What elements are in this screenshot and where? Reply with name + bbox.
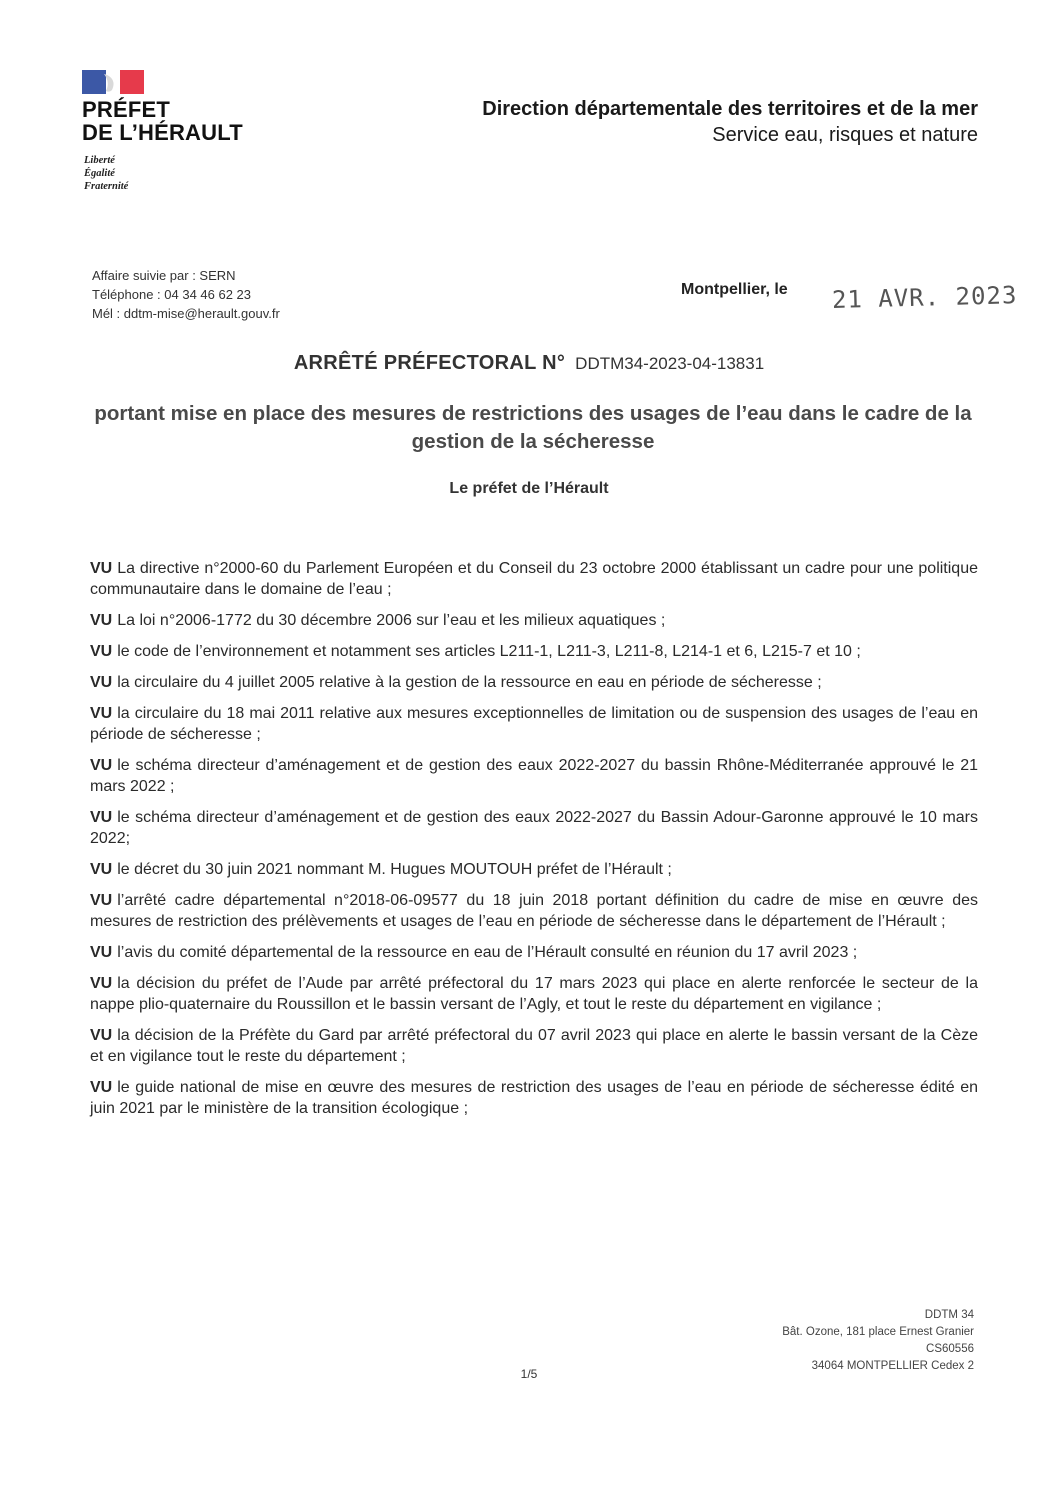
visa-vu: VU: [90, 944, 113, 961]
visa-vu: VU: [90, 705, 113, 722]
phone: Téléphone : 04 34 46 62 23: [92, 287, 252, 302]
direction-name: Direction départementale des territoires et de la mer: [482, 98, 978, 120]
motto-egalite: Égalité: [84, 168, 115, 179]
logo-name-line1: PRÉFET: [82, 97, 170, 122]
visa-vu: VU: [90, 674, 113, 691]
visa-vu: VU: [90, 809, 113, 826]
logo-name-line2: DE L’HÉRAULT: [82, 120, 243, 145]
visa-text: la décision du préfet de l’Aude par arrêté préfectoral du 17 mars 2023 qui place en alerte renforcée le secteur de la nappe plio-quaternaire du Roussillon et le bassin versant de l’Agly, et tout le reste du département en vigilance ;: [90, 975, 978, 1013]
visa-vu: VU: [90, 643, 113, 660]
visas-list: [90, 558, 978, 1129]
visa-item: [90, 610, 978, 631]
visa-item: [90, 973, 978, 1015]
visa-vu: VU: [90, 861, 113, 878]
issuing-department: [482, 96, 978, 148]
visa-vu: VU: [90, 560, 113, 577]
visa-text: le code de l’environnement et notamment ses articles L211-1, L211-3, L211-8, L214-1 et 6, L215-7 et 10 ;: [117, 643, 861, 660]
visa-text: la circulaire du 18 mai 2011 relative aux mesures exceptionnelles de limitation ou de suspension des usages de l’eau en période de sécheresse ;: [90, 705, 978, 743]
visa-text: le décret du 30 juin 2021 nommant M. Hugues MOUTOUH préfet de l’Hérault ;: [117, 861, 672, 878]
decree-label: ARRÊTÉ PRÉFECTORAL N°: [293, 352, 566, 374]
visa-vu: VU: [90, 612, 113, 629]
visa-text: le guide national de mise en œuvre des mesures de restriction des usages de l’eau en période de sécheresse édité en juin 2021 par le ministère de la transition écologique ;: [90, 1079, 978, 1117]
visa-text: le schéma directeur d’aménagement et de gestion des eaux 2022-2027 du bassin Rhône-Méditerranée approuvé le 21 mars 2022 ;: [90, 757, 978, 795]
email: Mél : ddtm-mise@herault.gouv.fr: [92, 306, 280, 321]
visa-item: [90, 890, 978, 932]
visa-text: La directive n°2000-60 du Parlement Européen et du Conseil du 23 octobre 2000 établissant un cadre pour une politique communautaire dans le domaine de l’eau ;: [90, 560, 978, 598]
visa-vu: VU: [90, 1079, 113, 1096]
page-number: 1/5: [520, 1367, 538, 1381]
visa-item: [90, 1077, 978, 1119]
date-stamp: 21 AVR. 2023: [831, 281, 1018, 314]
visa-vu: VU: [90, 892, 113, 909]
decree-subject: portant mise en place des mesures de restrictions des usages de l’eau dans le cadre de la gestion de la sécheresse: [94, 402, 972, 453]
motto-liberte: Liberté: [84, 155, 115, 166]
visa-text: la décision de la Préfète du Gard par arrêté préfectoral du 07 avril 2023 qui place en alerte le bassin versant de la Cèze et en vigilance tout le reste du département ;: [90, 1027, 978, 1065]
visa-vu: VU: [90, 757, 113, 774]
place-label: Montpellier, le: [681, 281, 788, 298]
prefet-heading: Le préfet de l’Hérault: [449, 480, 609, 497]
visa-text: l’arrêté cadre départemental n°2018-06-09577 du 18 juin 2018 portant définition du cadre de mise en œuvre des mesures de restriction des prélèvements et usages de l’eau en période de sécheresse dans le département de l’Hérault ;: [90, 892, 978, 930]
visa-item: [90, 558, 978, 600]
footer-address: [782, 1307, 974, 1375]
visa-item: [90, 807, 978, 849]
footer-addr-line4: 34064 MONTPELLIER Cedex 2: [811, 1360, 974, 1372]
logo-name: [82, 98, 243, 144]
service-name: Service eau, risques et nature: [712, 124, 978, 146]
footer-addr-line2: Bât. Ozone, 181 place Ernest Granier: [782, 1326, 974, 1338]
visa-item: [90, 859, 978, 880]
visa-item: [90, 1025, 978, 1067]
visa-item: [90, 672, 978, 693]
visa-item: [90, 703, 978, 745]
visa-vu: VU: [90, 975, 113, 992]
visa-text: la circulaire du 4 juillet 2005 relative à la gestion de la ressource en eau en période de sécheresse ;: [117, 674, 822, 691]
footer-addr-line1: DDTM 34: [924, 1309, 974, 1321]
visa-vu: VU: [90, 1027, 113, 1044]
visa-item: [90, 942, 978, 963]
visa-text: le schéma directeur d’aménagement et de gestion des eaux 2022-2027 du Bassin Adour-Garonne approuvé le 10 mars 2022;: [90, 809, 978, 847]
decree-title: [0, 352, 1058, 375]
marianne-flag-icon: [82, 70, 144, 94]
contact-block: [92, 266, 280, 323]
decree-number: DDTM34-2023-04-13831: [575, 354, 765, 373]
visa-item: [90, 755, 978, 797]
followed-by: Affaire suivie par : SERN: [92, 268, 236, 283]
visa-text: l’avis du comité départemental de la ressource en eau de l’Hérault consulté en réunion du 17 avril 2023 ;: [117, 944, 858, 961]
visa-item: [90, 641, 978, 662]
motto-fraternite: Fraternité: [84, 181, 129, 192]
footer-addr-line3: CS60556: [926, 1343, 974, 1355]
visa-text: La loi n°2006-1772 du 30 décembre 2006 sur l’eau et les milieux aquatiques ;: [117, 612, 666, 629]
republic-motto: [84, 154, 128, 193]
